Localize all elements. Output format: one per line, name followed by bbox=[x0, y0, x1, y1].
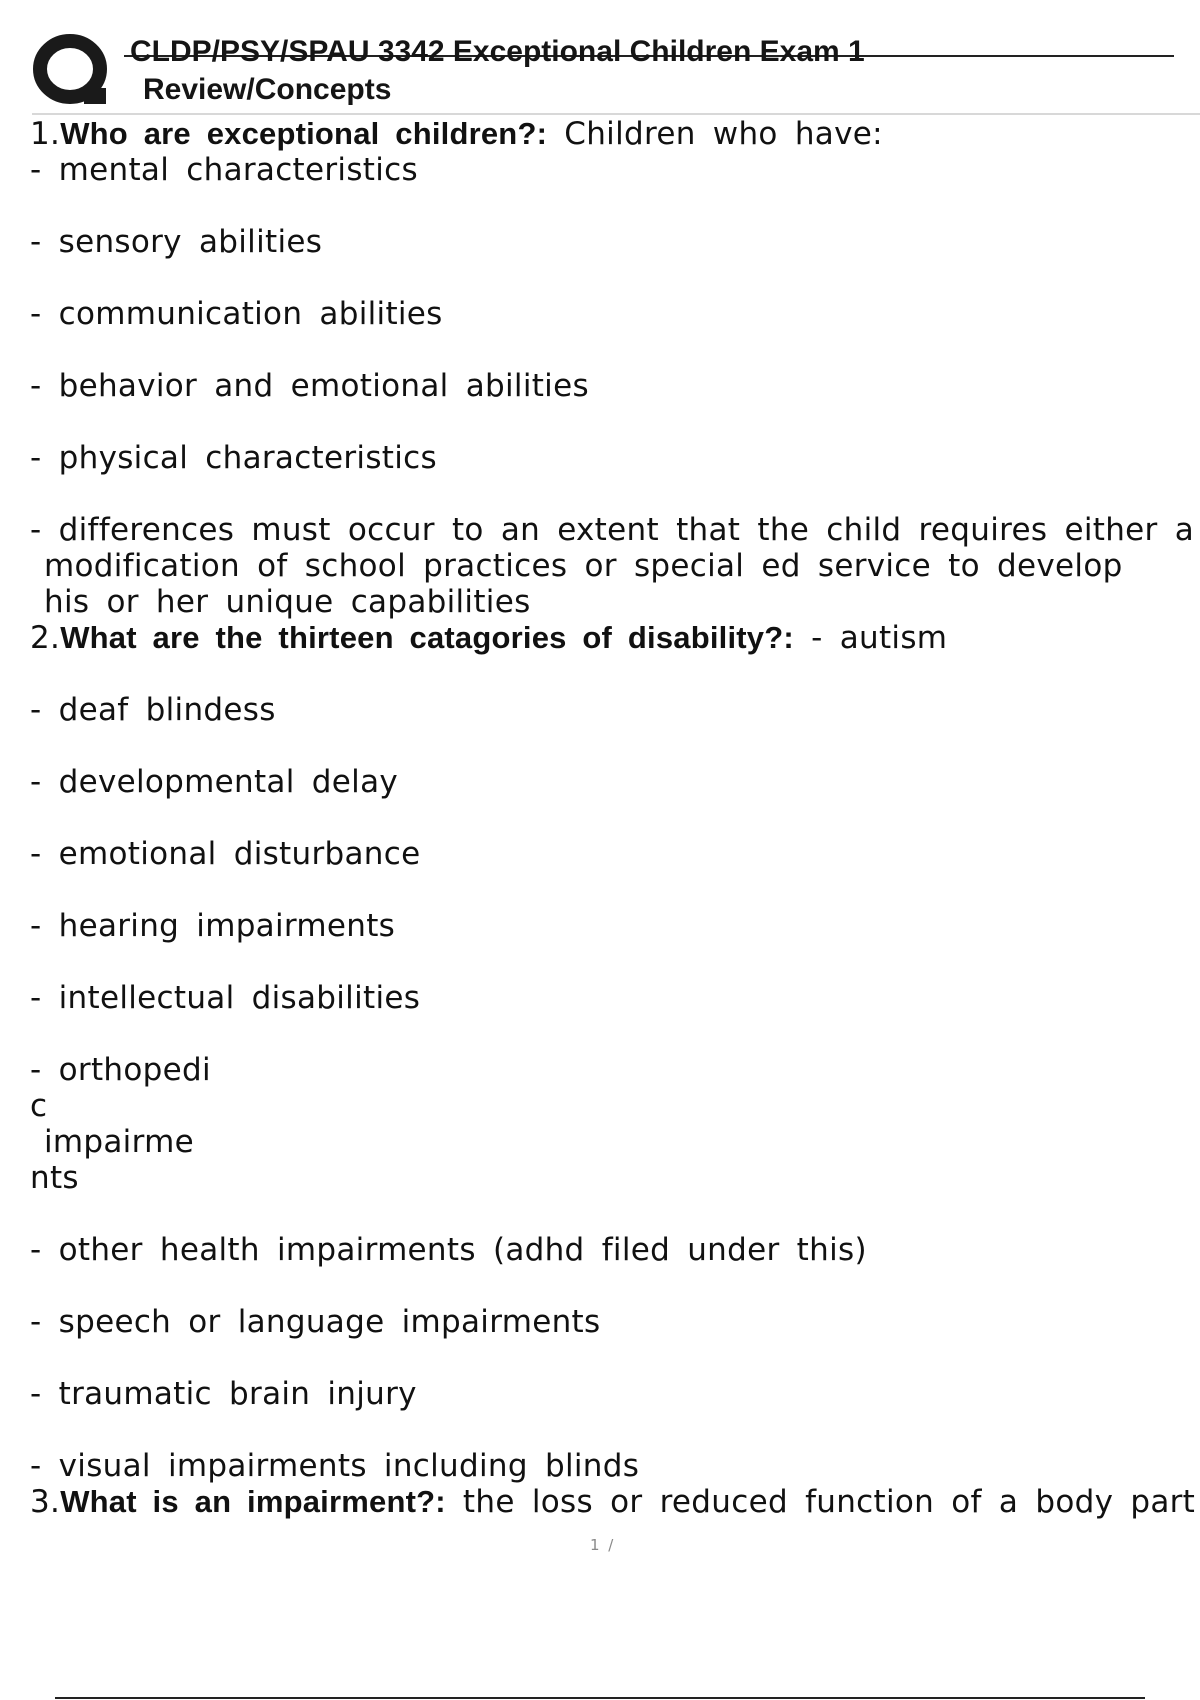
answer-text: the loss or reduced function of a body part bbox=[445, 1484, 1196, 1520]
document-body bbox=[30, 116, 1200, 1520]
question-3 bbox=[30, 1484, 1200, 1520]
list-item: - hearing impairments bbox=[30, 908, 396, 944]
list-item: - other health impairments (adhd filed under this) bbox=[30, 1232, 867, 1268]
list-item: - sensory abilities bbox=[30, 224, 323, 260]
list-item: - physical characteristics bbox=[30, 440, 437, 476]
list-item: - communication abilities bbox=[30, 296, 443, 332]
footer-divider bbox=[55, 1697, 1145, 1699]
broken-line-4: nts bbox=[30, 1160, 79, 1196]
list-item: - mental characteristics bbox=[30, 152, 418, 188]
list-item: - speech or language impairments bbox=[30, 1304, 601, 1340]
question-text: What are the thirteen catagories of disability?: bbox=[60, 620, 794, 655]
list-item: - emotional disturbance bbox=[30, 836, 421, 872]
question-number: 2. bbox=[30, 620, 61, 656]
header-divider bbox=[32, 113, 1200, 115]
question-text: What is an impairment?: bbox=[60, 1484, 446, 1519]
question-2 bbox=[30, 620, 1200, 656]
question-number: 3. bbox=[30, 1484, 61, 1520]
list-item: - traumatic brain injury bbox=[30, 1376, 417, 1412]
q-logo-icon bbox=[32, 32, 112, 110]
list-item-wrapped bbox=[30, 512, 1200, 620]
answer-text: Children who have: bbox=[547, 116, 883, 152]
answer-text: - autism bbox=[793, 620, 948, 656]
list-item: - intellectual disabilities bbox=[30, 980, 421, 1016]
page-number: 1 / bbox=[590, 1536, 616, 1554]
broken-line-2: c bbox=[30, 1088, 48, 1124]
wrapped-line-3: his or her unique capabilities bbox=[44, 584, 531, 620]
question-number: 1. bbox=[30, 116, 61, 152]
list-item: - deaf blindess bbox=[30, 692, 276, 728]
wrapped-line-2: modification of school practices or special ed service to develop bbox=[44, 548, 1123, 584]
document-title: CLDP/PSY/SPAU 3342 Exceptional Children Exam 1 bbox=[130, 35, 865, 68]
list-item-broken bbox=[30, 1052, 1200, 1196]
document-subtitle: Review/Concepts bbox=[143, 73, 392, 106]
wrapped-line-1: - differences must occur to an extent that the child requires either a bbox=[30, 512, 1195, 548]
list-item: - behavior and emotional abilities bbox=[30, 368, 589, 404]
question-text: Who are exceptional children?: bbox=[60, 116, 548, 151]
document-header bbox=[32, 30, 1200, 114]
question-1 bbox=[30, 116, 1200, 152]
list-item: - visual impairments including blinds bbox=[30, 1448, 640, 1484]
broken-line-1: - orthopedi bbox=[30, 1052, 211, 1088]
broken-line-3: impairme bbox=[44, 1124, 194, 1160]
list-item: - developmental delay bbox=[30, 764, 399, 800]
